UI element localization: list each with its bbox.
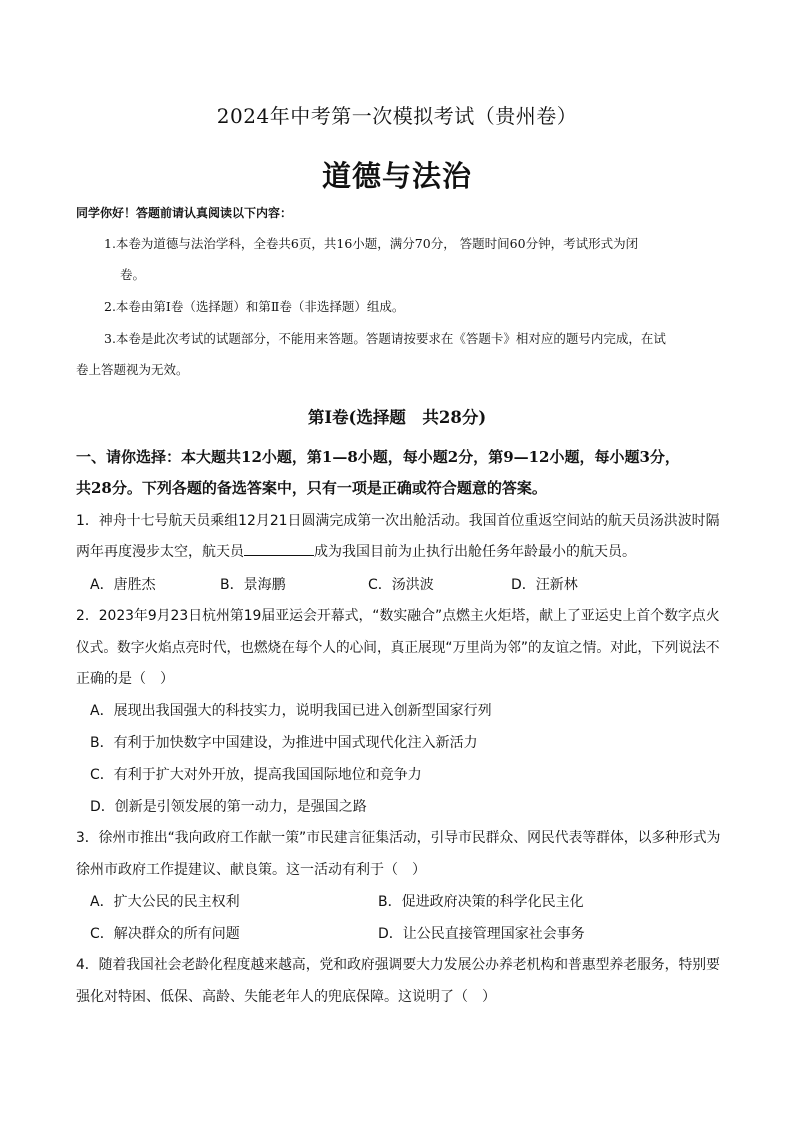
section-title: 第Ⅰ卷(选择题 共28分) [307,408,487,427]
question-3-option-d: D．让公民直接管理国家社会事务 [378,926,585,942]
question-2: 2．2023年9月23日杭州第19届亚运会开幕式，“数实融合”点燃主火炬塔，献上了亚运史上首个数字点火 [76,608,720,624]
question-3: 3．徐州市推出“我向政府工作献一策”市民建言征集活动，引导市民群众、网民代表等群体，以多种形式为 [76,830,721,846]
question-2-option-b: B．有利于加快数字中国建设，为推进中国式现代化注入新活力 [90,735,478,751]
question-1-text-after-blank: 成为我国目前为止执行出舱任务年龄最小的航天员。 [314,544,636,560]
question-1-option-c: C．汤洪波 [368,577,434,593]
subject-title: 道德与法治 [321,159,472,193]
notice-item-3: 3.本卷是此次考试的试题部分，不能用来答题。答题请按要求在《答题卡》相对应的题号内完成，在试 [104,331,666,346]
question-3-option-b: B．促进政府决策的科学化民主化 [378,894,584,910]
notice-greeting: 同学你好！答题前请认真阅读以下内容： [76,206,293,220]
question-2-line-3: 正确的是（ ） [76,671,174,687]
question-4-line-2: 强化对特困、低保、高龄、失能老年人的兜底保障。这说明了（ ） [76,989,496,1005]
question-1-line-2 [76,541,636,561]
notice-item-1-cont: 卷。 [120,267,146,282]
notice-item-3-cont: 卷上答题视为无效。 [76,362,189,377]
question-3-line-2: 徐州市政府工作提建议、献良策。这一活动有利于（ ） [76,862,426,878]
question-2-option-c: C．有利于扩大对外开放，提高我国国际地位和竞争力 [90,767,422,783]
question-1: 1．神舟十七号航天员乘组12月21日圆满完成第一次出舱活动。我国首位重返空间站的航天员汤洪波时隔 [76,513,720,529]
section-instruction: 一、请你选择：本大题共12小题，第1—8小题，每小题2分，第9—12小题，每小题3分， [76,448,680,466]
question-1-option-d: D．汪新林 [511,577,578,593]
question-1-text-before-blank: 两年再度漫步太空，航天员 [76,544,244,560]
exam-title: 2024年中考第一次模拟考试（贵州卷） [216,104,578,128]
question-3-option-c: C．解决群众的所有问题 [90,926,240,942]
question-2-option-a: A．展现出我国强大的科技实力，说明我国已进入创新型国家行列 [90,703,492,719]
notice-item-2: 2.本卷由第Ⅰ卷（选择题）和第Ⅱ卷（非选择题）组成。 [104,299,405,314]
question-4: 4．随着我国社会老龄化程度越来越高，党和政府强调要大力发展公办养老机构和普惠型养老服务，特别要 [76,957,720,973]
question-3-option-a: A．扩大公民的民主权利 [90,894,240,910]
section-instruction-cont: 共28分。下列各题的备选答案中，只有一项是正确或符合题意的答案。 [76,479,547,497]
question-1-option-a: A．唐胜杰 [90,577,156,593]
notice-item-1: 1.本卷为道德与法治学科，全卷共6页，共16小题，满分70分， 答题时间60分钟，考试形式为闭 [104,236,639,251]
question-2-option-d: D．创新是引领发展的第一动力，是强国之路 [90,799,367,815]
question-1-option-b: B．景海鹏 [220,577,286,593]
question-2-line-2: 仪式。数字火焰点亮时代，也燃烧在每个人的心间，真正展现“万里尚为邻”的友谊之情。对此，下列说法不 [76,640,720,656]
answer-blank [244,541,314,556]
